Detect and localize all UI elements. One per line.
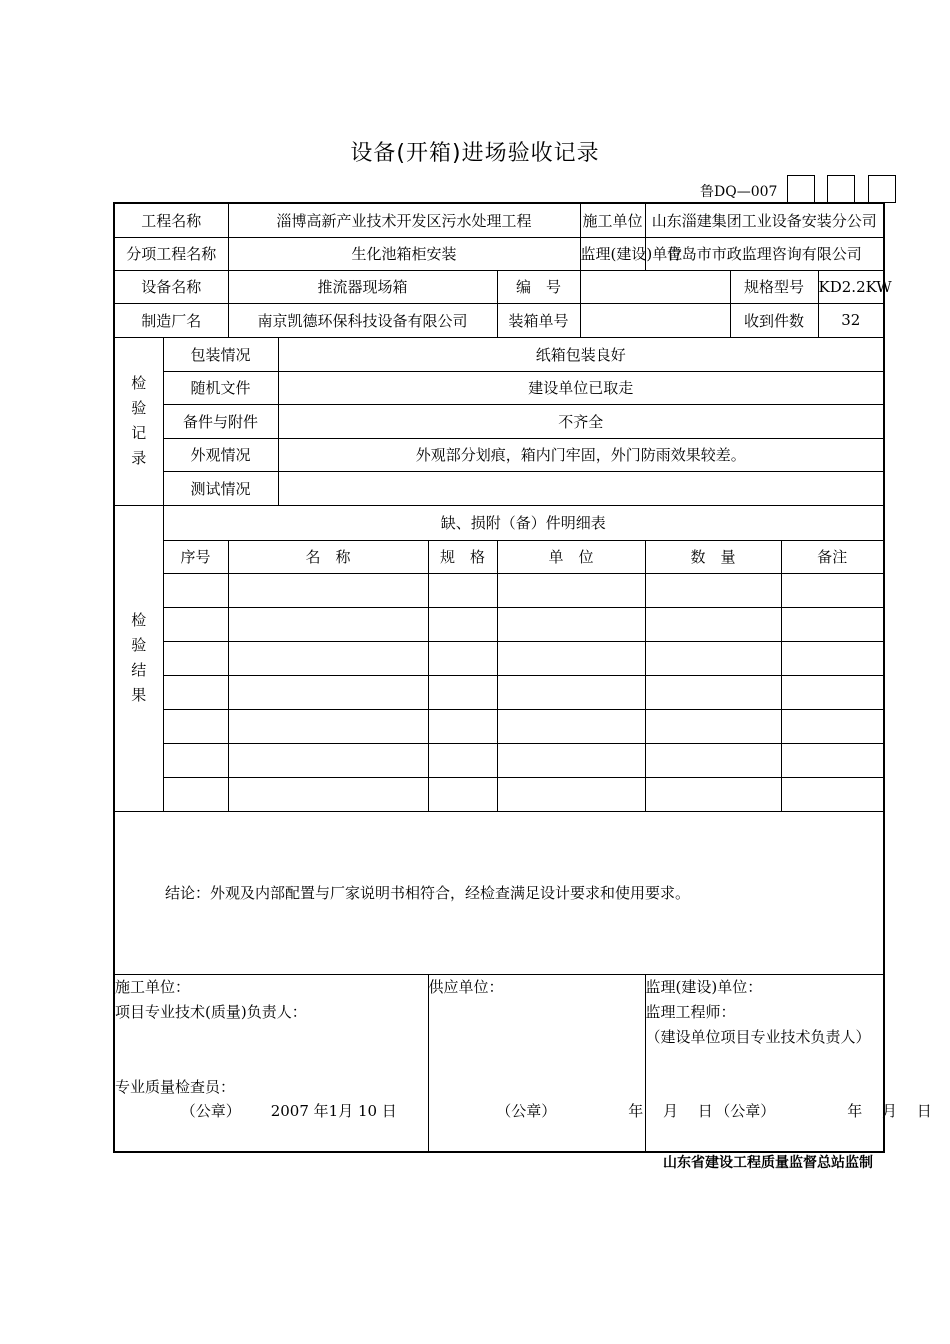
number-label: 编 号 (497, 270, 580, 303)
checkbox-1[interactable] (787, 175, 815, 203)
manufacturer-label: 制造厂名 (114, 303, 228, 337)
record-label-spare-parts: 备件与附件 (163, 404, 278, 438)
record-label-documents: 随机文件 (163, 371, 278, 404)
spec-label: 规格型号 (730, 270, 818, 303)
project-name-label: 工程名称 (114, 203, 228, 237)
conclusion (114, 811, 884, 974)
supplier-unit-label: 供应单位： (428, 977, 504, 996)
supervisor-date: 年 月 日 (847, 1101, 932, 1120)
contractor-unit-label: 施工单位： (115, 977, 191, 996)
record-value-test (278, 471, 884, 505)
table-row (114, 641, 884, 675)
inspection-record-label: 检验记录 (114, 337, 163, 505)
supervisor-signature-block (645, 974, 932, 1152)
sub-project-value: 生化池箱柜安装 (228, 237, 580, 270)
table-row (114, 675, 884, 709)
packing-list-label: 装箱单号 (497, 303, 580, 337)
received-value: 32 (818, 303, 884, 337)
record-value-spare-parts: 不齐全 (278, 404, 884, 438)
col-header-serial: 序号 (163, 540, 228, 573)
col-header-name: 名 称 (228, 540, 428, 573)
inspection-form (113, 202, 932, 1153)
col-header-unit: 单 位 (497, 540, 645, 573)
conclusion-text: 结论：外观及内部配置与厂家说明书相符合，经检查满足设计要求和使用要求。 (165, 884, 691, 902)
checkbox-2[interactable] (827, 175, 855, 203)
quality-inspector-label: 专业质量检查员： (115, 1077, 236, 1096)
contractor-label: 施工单位 (580, 203, 645, 237)
record-value-packaging: 纸箱包装良好 (278, 337, 884, 371)
col-header-remarks: 备注 (781, 540, 884, 573)
record-value-appearance: 外观部分划痕，箱内门牢固，外门防雨效果较差。 (278, 438, 884, 471)
record-label-appearance: 外观情况 (163, 438, 278, 471)
table-row (114, 777, 884, 811)
table-row (114, 743, 884, 777)
table-row (114, 573, 884, 607)
col-header-spec: 规 格 (428, 540, 497, 573)
supervisor-value: 青岛市市政监理咨询有限公司 (645, 237, 884, 270)
manufacturer-value: 南京凯德环保科技设备有限公司 (228, 303, 497, 337)
record-label-test: 测试情况 (163, 471, 278, 505)
footer-issuer: 山东省建设工程质量监督总站监制 (663, 1155, 873, 1171)
owner-tech-lead-label: （建设单位项目专业技术负责人） (645, 1027, 871, 1046)
packing-list-value (580, 303, 730, 337)
sub-project-label: 分项工程名称 (114, 237, 228, 270)
record-value-documents: 建设单位已取走 (278, 371, 884, 404)
contractor-seal: （公章） (180, 1101, 241, 1120)
supervisor-engineer-label: 监理工程师： (645, 1002, 736, 1021)
contractor-value: 山东淄建集团工业设备安装分公司 (645, 203, 884, 237)
supervisor-unit-label: 监理(建设)单位： (645, 977, 763, 996)
contractor-tech-lead-label: 项目专业技术(质量)负责人： (115, 1002, 307, 1021)
number-value (580, 270, 730, 303)
spec-value: KD2.2KW (818, 270, 884, 303)
form-code: 鲁DQ—007 (700, 184, 778, 200)
inspection-result-label: 检验结果 (114, 505, 163, 811)
equipment-label: 设备名称 (114, 270, 228, 303)
missing-parts-table-title: 缺、损附（备）件明细表 (163, 505, 884, 540)
equipment-value: 推流器现场箱 (228, 270, 497, 303)
checkbox-3[interactable] (868, 175, 896, 203)
supplier-date: 年 月 日 (628, 1101, 713, 1120)
supervisor-seal: （公章） (715, 1101, 776, 1120)
col-header-quantity: 数 量 (645, 540, 781, 573)
supervisor-label: 监理(建设)单位 (580, 237, 645, 270)
table-row (114, 709, 884, 743)
supplier-seal: （公章） (496, 1101, 557, 1120)
table-row (114, 607, 884, 641)
received-label: 收到件数 (730, 303, 818, 337)
project-name-value: 淄博高新产业技术开发区污水处理工程 (228, 203, 580, 237)
page-title: 设备(开箱)进场验收记录 (350, 141, 600, 166)
contractor-signature-block (114, 974, 428, 1152)
contractor-date: 2007 年1月 10 日 (270, 1101, 397, 1120)
record-label-packaging: 包装情况 (163, 337, 278, 371)
